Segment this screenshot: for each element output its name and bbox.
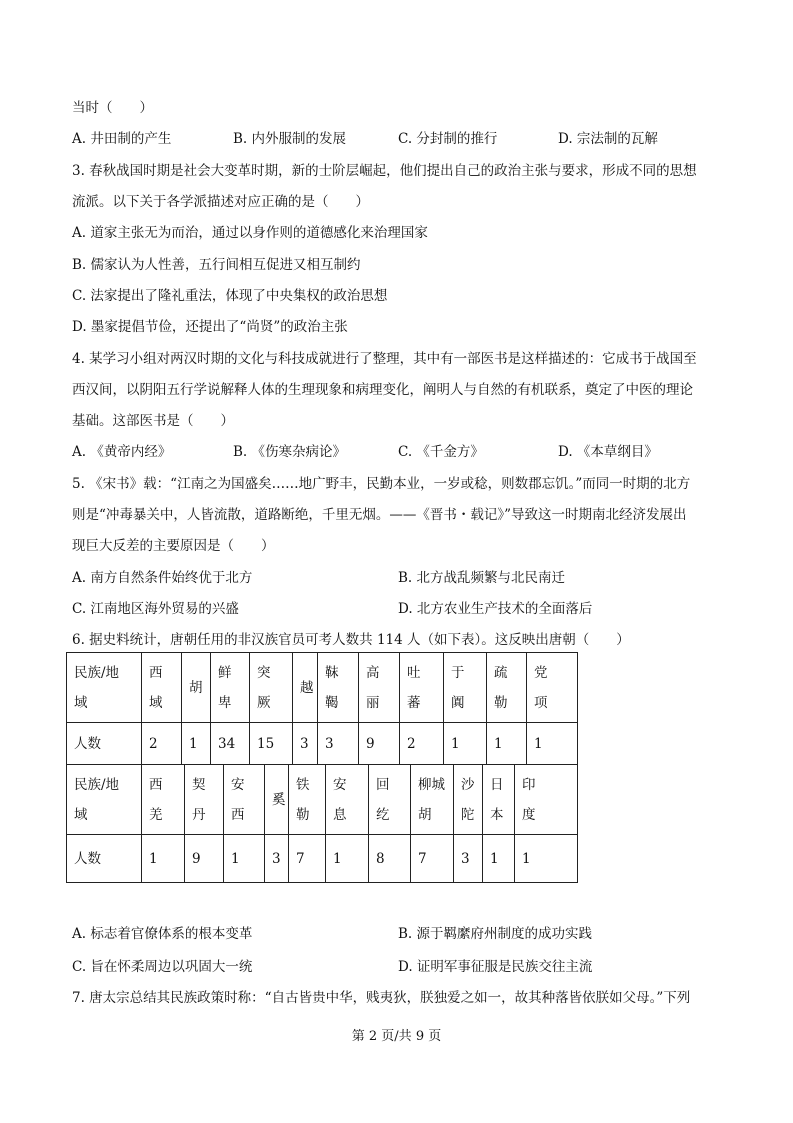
count-cell: 1 — [142, 835, 185, 883]
ethnic-cell: 党 项 — [527, 653, 578, 723]
q5-stem-line2: 则是“冲毒暴关中，人皆流散，道路断绝，千里无烟。——《晋书・载记》”导致这一时期南北经济发展出 — [72, 507, 687, 523]
count-cell: 1 — [326, 835, 369, 883]
header-label-cell: 民族/地 域 — [67, 653, 142, 723]
count-cell: 8 — [369, 835, 411, 883]
officials-table-part1 — [66, 652, 578, 765]
q4-option-b: B. 《伤寒杂病论》 — [233, 444, 347, 460]
q6-option-a: A. 标志着官僚体系的根本变革 — [72, 926, 253, 942]
count-cell: 1 — [444, 723, 487, 765]
ethnic-cell: 疏 勒 — [487, 653, 527, 723]
header-label-cell: 民族/地 域 — [67, 765, 142, 835]
q3-option-d: D. 墨家提倡节俭，还提出了“尚贤”的政治主张 — [72, 319, 348, 335]
count-cell: 34 — [211, 723, 250, 765]
ethnic-cell: 回 纥 — [369, 765, 411, 835]
count-cell: 1 — [224, 835, 265, 883]
q5-option-d: D. 北方农业生产技术的全面落后 — [398, 601, 593, 617]
table-row — [67, 723, 578, 765]
q3-option-a: A. 道家主张无为而治，通过以身作则的道德感化来治理国家 — [72, 225, 428, 241]
ethnic-cell: 西 羌 — [142, 765, 185, 835]
count-label-cell: 人数 — [67, 723, 142, 765]
count-cell: 2 — [142, 723, 182, 765]
ethnic-cell: 鲜 卑 — [211, 653, 250, 723]
page-footer: 第 2 页/共 9 页 — [351, 1029, 442, 1044]
q3-option-b: B. 儒家认为人性善，五行间相互促进又相互制约 — [72, 257, 361, 273]
ethnic-cell: 吐 蕃 — [400, 653, 444, 723]
count-cell: 1 — [527, 723, 578, 765]
count-cell: 3 — [293, 723, 318, 765]
ethnic-cell: 西 域 — [142, 653, 182, 723]
count-cell: 3 — [454, 835, 483, 883]
ethnic-cell: 越 — [293, 653, 318, 723]
count-cell: 1 — [487, 723, 527, 765]
count-cell: 1 — [182, 723, 211, 765]
ethnic-cell: 印 度 — [515, 765, 578, 835]
q7-stem: 7. 唐太宗总结其民族政策时称：“自古皆贵中华，贱夷狄，朕独爱之如一，故其种落皆依朕如父母。”下列 — [72, 990, 691, 1006]
line-q2-stem-end: 当时（ ） — [72, 100, 153, 116]
q2-option-c: C. 分封制的推行 — [398, 131, 498, 147]
q4-option-a: A. 《黄帝内经》 — [72, 444, 172, 460]
ethnic-cell: 柳城 胡 — [411, 765, 454, 835]
count-cell: 9 — [359, 723, 400, 765]
q2-option-b: B. 内外服制的发展 — [233, 131, 347, 147]
ethnic-cell: 契 丹 — [185, 765, 224, 835]
q5-option-c: C. 江南地区海外贸易的兴盛 — [72, 601, 239, 617]
table-row — [67, 653, 578, 723]
q5-option-b: B. 北方战乱频繁与北民南迁 — [398, 570, 566, 586]
count-cell: 7 — [411, 835, 454, 883]
ethnic-cell: 沙 陀 — [454, 765, 483, 835]
ethnic-cell: 靺 鞨 — [318, 653, 359, 723]
ethnic-cell: 高 丽 — [359, 653, 400, 723]
q3-stem-line1: 3. 春秋战国时期是社会大变革时期，新的士阶层崛起，他们提出自己的政治主张与要求，形成不同的思想 — [72, 163, 697, 179]
q6-option-c: C. 旨在怀柔周边以巩固大一统 — [72, 959, 253, 975]
q6-option-d: D. 证明军事征服是民族交往主流 — [398, 959, 593, 975]
q5-stem-line1: 5. 《宋书》载：“江南之为国盛矣……地广野丰，民勤本业，一岁或稔，则数郡忘饥。”而同一时期的北方 — [72, 476, 691, 492]
q6-option-b: B. 源于羁縻府州制度的成功实践 — [398, 926, 593, 942]
ethnic-cell: 胡 — [182, 653, 211, 723]
q4-stem-line3: 基础。这部医书是（ ） — [72, 413, 234, 429]
q5-option-a: A. 南方自然条件始终优于北方 — [72, 570, 253, 586]
table-row — [67, 765, 578, 835]
ethnic-cell: 铁 勒 — [289, 765, 326, 835]
q3-stem-line2: 流派。以下关于各学派描述对应正确的是（ ） — [72, 194, 369, 210]
count-cell: 1 — [483, 835, 515, 883]
count-label-cell: 人数 — [67, 835, 142, 883]
ethnic-cell: 安 息 — [326, 765, 369, 835]
ethnic-cell: 突 厥 — [250, 653, 293, 723]
count-cell: 1 — [515, 835, 578, 883]
q6-stem: 6. 据史料统计，唐朝任用的非汉族官员可考人数共 114 人（如下表）。这反映出唐朝（ ） — [72, 632, 630, 648]
count-cell: 3 — [318, 723, 359, 765]
q4-stem-line1: 4. 某学习小组对两汉时期的文化与科技成就进行了整理，其中有一部医书是这样描述的：它成书于战国至 — [72, 351, 697, 367]
count-cell: 3 — [265, 835, 289, 883]
q2-option-a: A. 井田制的产生 — [72, 131, 172, 147]
q4-option-d: D. 《本草纲目》 — [558, 444, 658, 460]
count-cell: 7 — [289, 835, 326, 883]
ethnic-cell: 奚 — [265, 765, 289, 835]
count-cell: 9 — [185, 835, 224, 883]
ethnic-cell: 于 阗 — [444, 653, 487, 723]
count-cell: 2 — [400, 723, 444, 765]
q5-stem-line3: 现巨大反差的主要原因是（ ） — [72, 538, 275, 554]
q4-stem-line2: 西汉间，以阴阳五行学说解释人体的生理现象和病理变化，阐明人与自然的有机联系，奠定了中医的理论 — [72, 382, 693, 398]
ethnic-cell: 日 本 — [483, 765, 515, 835]
q3-option-c: C. 法家提出了隆礼重法，体现了中央集权的政治思想 — [72, 288, 388, 304]
ethnic-cell: 安 西 — [224, 765, 265, 835]
officials-table-part2 — [66, 764, 578, 883]
q4-option-c: C. 《千金方》 — [398, 444, 484, 460]
table-row — [67, 835, 578, 883]
q2-option-d: D. 宗法制的瓦解 — [558, 131, 658, 147]
count-cell: 15 — [250, 723, 293, 765]
